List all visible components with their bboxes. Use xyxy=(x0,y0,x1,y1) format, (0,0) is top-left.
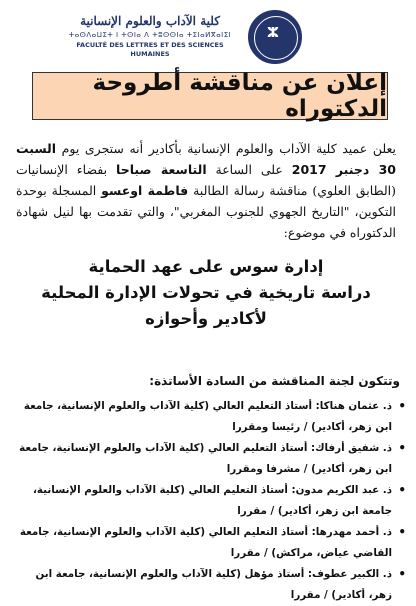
committee-member: • ذ. عبد الكريم مدون: أستاذ التعليم العالي (كلية الآداب والعلوم الإنسانية، جامعة ابن زهر، أكادير) / مقررا xyxy=(10,480,406,522)
committee-member: • ذ. أحمد مهدرها: أستاذ التعليم العالي (كلية الآداب والعلوم الإنسانية، جامعة القاضي عياض، مراكش) / مقررا xyxy=(10,522,406,564)
committee-member: • ذ. عثمان هناكا: أستاذ التعليم العالي (كلية الآداب والعلوم الإنسانية، جامعة ابن زهر، أكادير) / رئيسا ومقررا xyxy=(10,396,406,438)
intro-text-4: المسجلة بوحدة التكوين، "التاريخ الجهوي للجنوب المغربي"، والتي تقدمت بها لنيل شهادة الدكتوراه في موضوع: xyxy=(16,183,396,240)
committee-heading: وتتكون لجنة المناقشة من السادة الأساتذة: xyxy=(149,374,400,388)
committee-member: • ذ. شفيق أرفاك: أستاذ التعليم العالي (كلية الآداب والعلوم الإنسانية، جامعة ابن زهر، أكادير) / مشرفا ومقررا xyxy=(10,438,406,480)
faculty-name-tifinagh: ⵜⴰⵙⴷⴰⵡⵉⵜ ⵏ ⵜⵙⵏⴰ ⴷ ⵜⵓⵙⵙⵏⴰ ⵜⵉⵏⴰⵍⴳⴰⵏⵉⵏ xyxy=(68,31,232,39)
student-name: فاطمة اوعسو xyxy=(101,183,189,198)
defense-time: التاسعة صباحا xyxy=(116,162,207,177)
faculty-name-arabic: كلية الآداب والعلوم الإنسانية xyxy=(80,14,220,28)
announcement-paragraph xyxy=(16,138,396,243)
committee-list xyxy=(10,396,406,606)
title-banner xyxy=(32,72,388,120)
thesis-title-line-2: دراسة تاريخية في تحولات الإدارة المحلية لأكادير وأحوازه xyxy=(41,283,371,328)
faculty-header xyxy=(0,8,416,68)
committee-member: • ذ. الكبير عطوف: أستاذ مؤهل (كلية الآداب والعلوم الإنسانية، جامعة ابن زهر، أكادير) / مقررا xyxy=(10,564,406,606)
page-title: إعلان عن مناقشة أطروحة الدكتوراه xyxy=(92,70,387,122)
thesis-title xyxy=(16,254,396,332)
faculty-name-block xyxy=(60,14,240,59)
intro-text-2: على الساعة xyxy=(206,162,292,177)
university-seal-logo xyxy=(248,10,302,64)
intro-text-3: بفضاء الإنسانيات (الطابق العلوي) مناقشة رسالة الطالبة xyxy=(16,162,396,198)
seal-emblem-icon: ⵣ xyxy=(267,25,279,41)
intro-text-1: يعلن عميد كلية الآداب والعلوم الإنسانية بأكادير أنه ستجرى يوم xyxy=(56,141,396,156)
defense-date: السبت 30 دجنبر 2017 xyxy=(16,141,396,177)
faculty-name-french: FACULTÉ DES LETTRES ET DES SCIENCES HUMAINES xyxy=(76,41,224,58)
thesis-title-line-1: إدارة سوس على عهد الحماية xyxy=(88,257,324,276)
